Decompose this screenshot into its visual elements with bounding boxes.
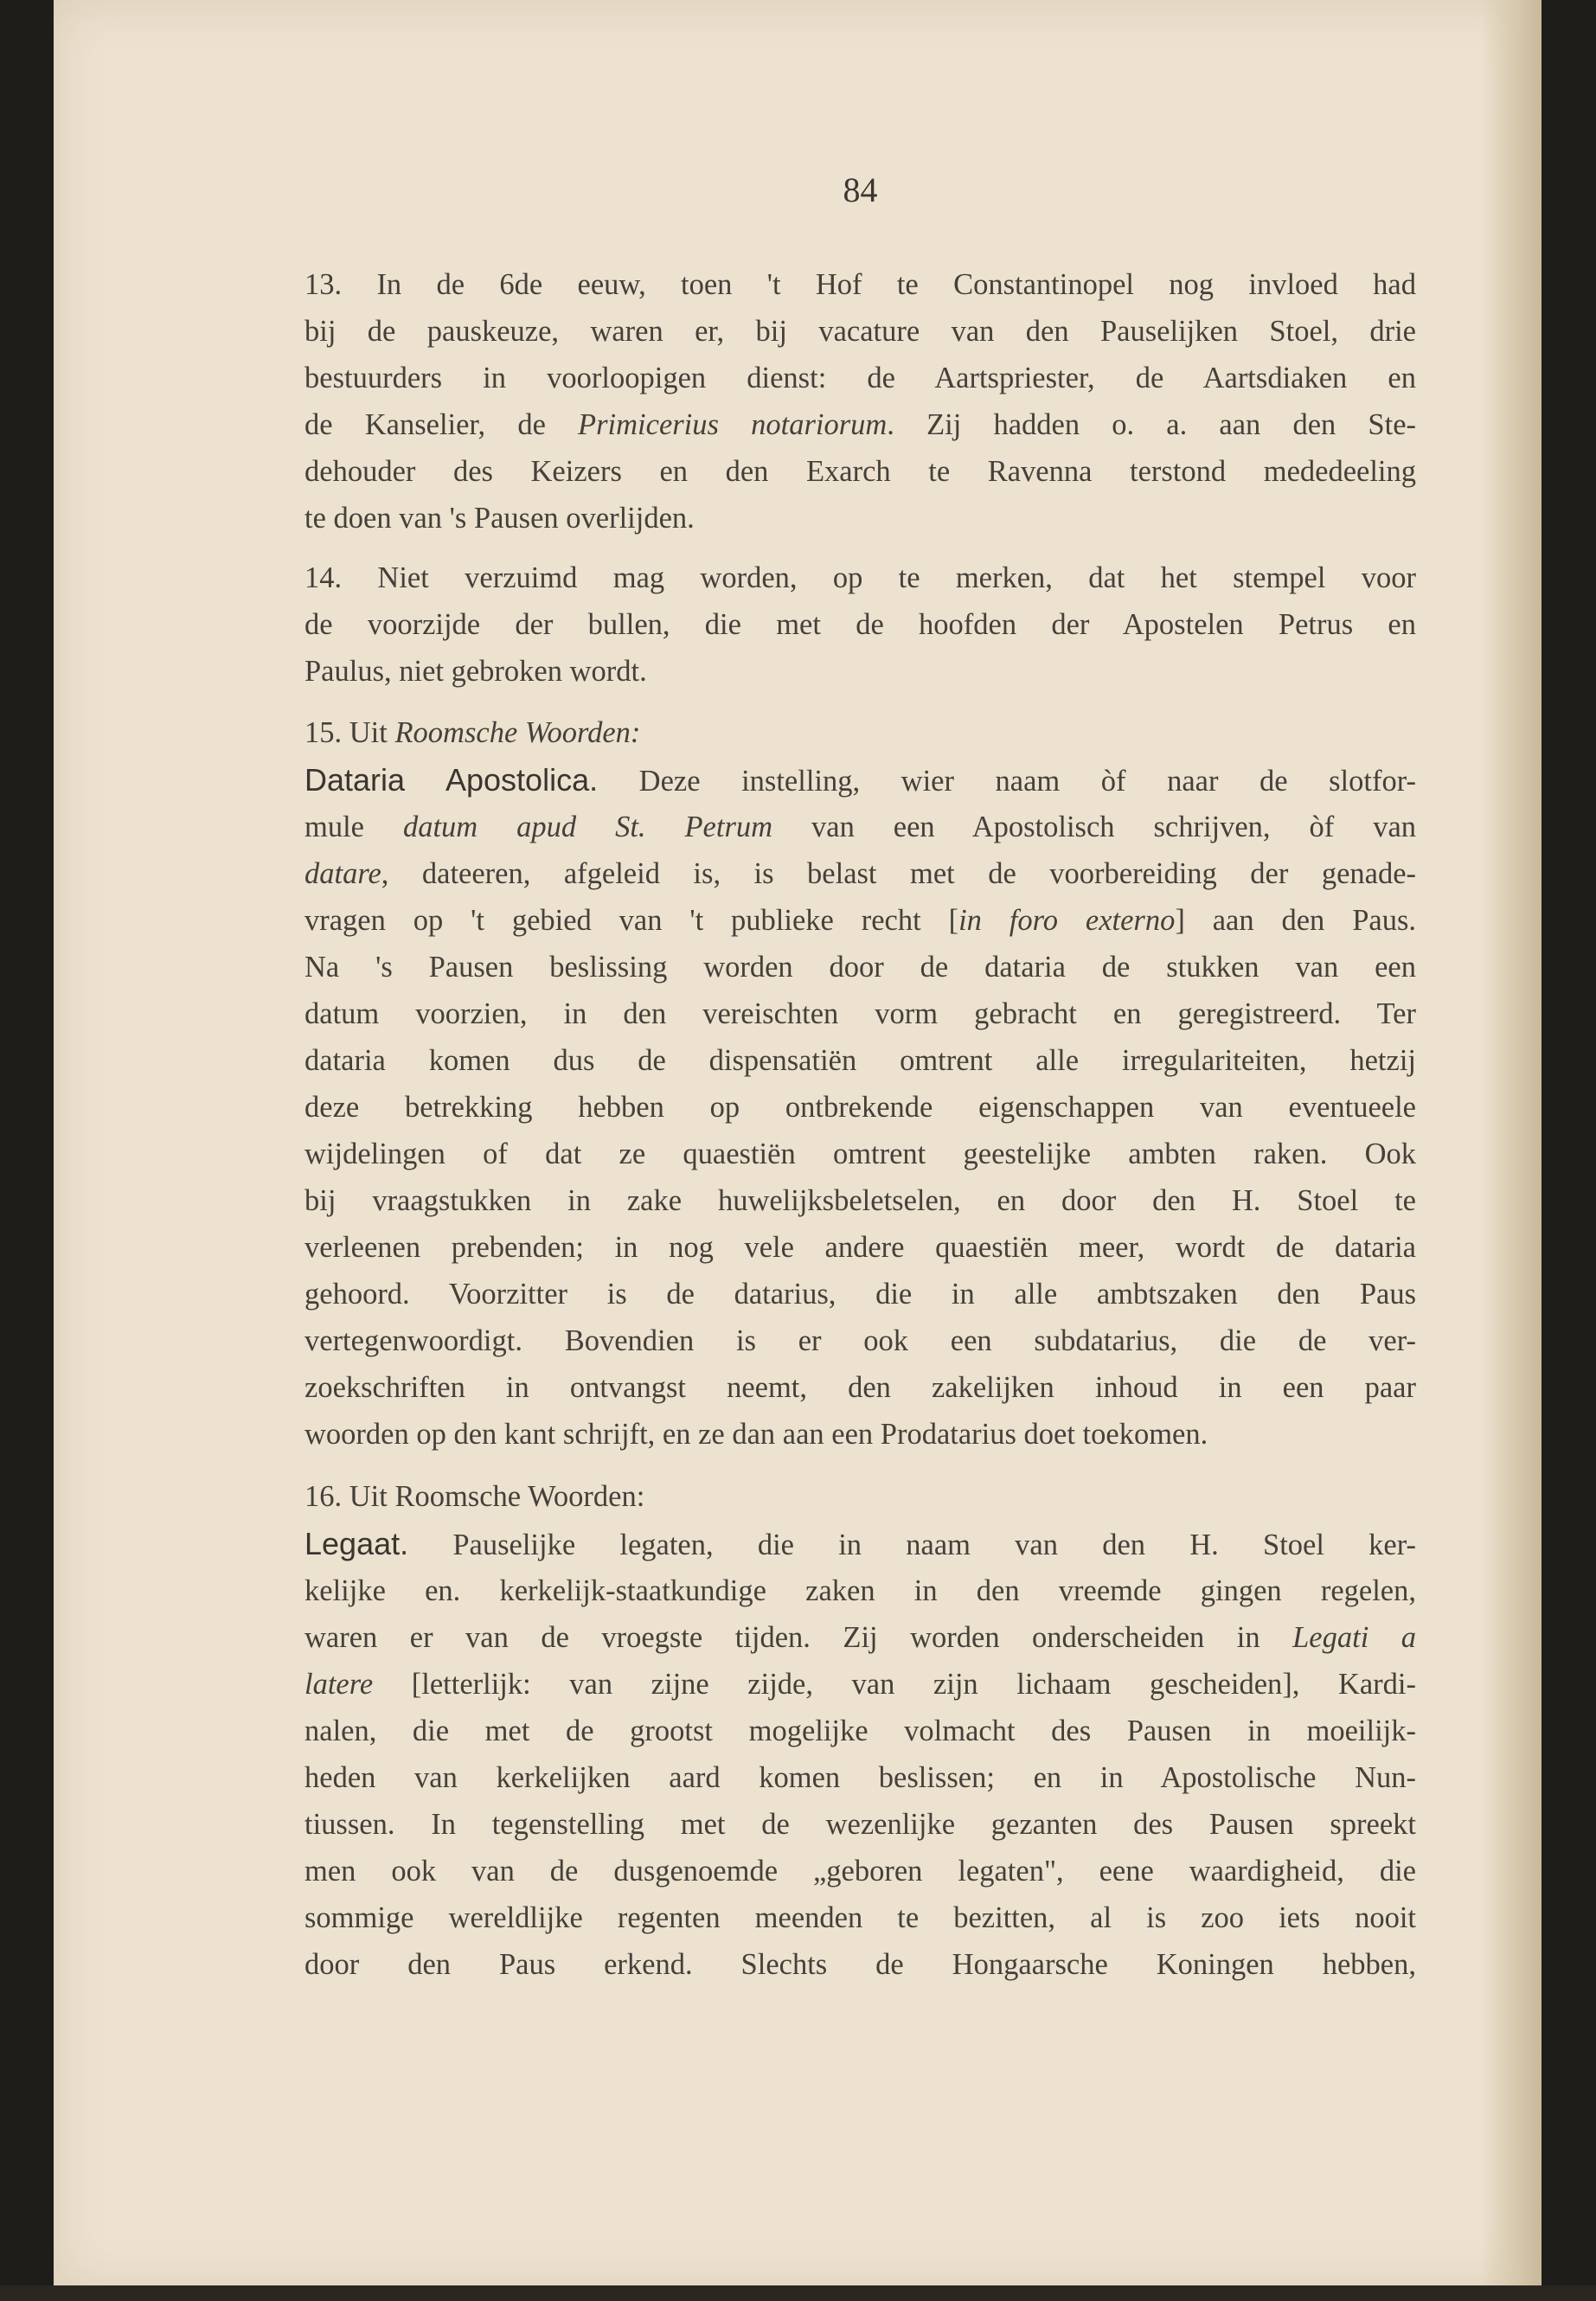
section-13-line: dehouder des Keizers en den Exarch te Ravenna terstond mededeeling: [304, 455, 1416, 488]
section-13-line: 13. In de 6de eeuw, toen 't Hof te Constantinopel nog invloed had: [304, 268, 1416, 301]
section-13-line: de Kanselier, de Primicerius notariorum. Zij hadden o. a. aan den Ste-: [304, 408, 1416, 441]
section-15-line: deze betrekking hebben op ontbrekende eigenschappen van eventueele: [304, 1091, 1416, 1124]
section-15-line: mule datum apud St. Petrum van een Apostolisch schrijven, òf van: [304, 811, 1417, 843]
source-roomsche-woorden: Roomsche Woorden:: [394, 716, 641, 749]
section-16-line: Legaat. Pauselijke legaten, die in naam van den H. Stoel ker-: [304, 1526, 1416, 1561]
section-13-line: te doen van 's Pausen overlijden.: [304, 502, 695, 535]
section-15-line: datum voorzien, in den vereischten vorm gebracht en geregistreerd. Ter: [304, 997, 1416, 1030]
section-15-intro: 15. Uit Roomsche Woorden:: [304, 716, 641, 749]
section-15-line: Na 's Pausen beslissing worden door de dataria de stukken van een: [304, 951, 1416, 984]
section-16-line: nalen, die met de grootst mogelijke volmacht des Pausen in moeilijk-: [304, 1715, 1416, 1747]
section-16-line: sommige wereldlijke regenten meenden te bezitten, al is zoo iets nooit: [304, 1901, 1416, 1934]
heading-dataria-apostolica: Dataria Apostolica.: [304, 762, 599, 798]
section-15-line: vragen op 't gebied van 't publieke recht [in foro externo] aan den Paus.: [304, 904, 1416, 937]
section-15-line: gehoord. Voorzitter is de datarius, die in alle ambtszaken den Paus: [304, 1278, 1416, 1311]
book-page: [54, 0, 1542, 2291]
section-13-line: bij de pauskeuze, waren er, bij vacature van den Pauselijken Stoel, drie: [304, 315, 1416, 348]
section-16-line: waren er van de vroegste tijden. Zij worden onderscheiden in Legati a: [304, 1621, 1417, 1654]
section-15-line: woorden op den kant schrijft, en ze dan aan een Prodatarius doet toekomen.: [304, 1418, 1208, 1451]
section-14-line: Paulus, niet gebroken wordt.: [304, 655, 647, 688]
section-15-line: Dataria Apostolica. Deze instelling, wier naam òf naar de slotfor-: [304, 762, 1416, 798]
term-primicerius: Primicerius notariorum: [578, 408, 888, 441]
section-15-line: zoekschriften in ontvangst neemt, den zakelijken inhoud in een paar: [304, 1371, 1416, 1404]
section-16-line: kelijke en. kerkelijk-staatkundige zaken in den vreemde gingen regelen,: [304, 1574, 1416, 1607]
section-15-line: datare, dateeren, afgeleid is, is belast met de voorbereiding der genade-: [304, 857, 1416, 890]
section-13-line: bestuurders in voorloopigen dienst: de Aartspriester, de Aartsdiaken en: [304, 362, 1416, 394]
scan-bottom-border: [0, 2285, 1596, 2301]
section-15-line: bij vraagstukken in zake huwelijksbeletselen, en door den H. Stoel te: [304, 1184, 1416, 1217]
page-edge-shadow: [1481, 0, 1542, 2291]
page-number: 84: [843, 170, 878, 209]
section-15-line: vertegenwoordigt. Bovendien is er ook een subdatarius, die de ver-: [304, 1324, 1416, 1357]
section-16-line: latere [letterlijk: van zijne zijde, van zijn lichaam gescheiden], Kardi-: [304, 1668, 1416, 1701]
heading-legaat: Legaat.: [304, 1526, 409, 1561]
section-15-line: verleenen prebenden; in nog vele andere quaestiën meer, wordt de dataria: [304, 1231, 1416, 1264]
section-15-line: wijdelingen of dat ze quaestiën omtrent geestelijke ambten raken. Ook: [304, 1138, 1416, 1170]
section-16-line: men ook van de dusgenoemde „geboren legaten", eene waardigheid, die: [304, 1855, 1416, 1888]
section-16-line: tiussen. In tegenstelling met de wezenlijke gezanten des Pausen spreekt: [304, 1808, 1416, 1841]
section-16-intro: 16. Uit Roomsche Woorden:: [304, 1480, 645, 1513]
section-14-line: 14. Niet verzuimd mag worden, op te merken, dat het stempel voor: [304, 561, 1416, 594]
section-16-line: door den Paus erkend. Slechts de Hongaarsche Koningen hebben,: [304, 1948, 1416, 1981]
section-14-line: de voorzijde der bullen, die met de hoofden der Apostelen Petrus en: [304, 608, 1416, 641]
section-16-line: heden van kerkelijken aard komen beslissen; en in Apostolische Nun-: [304, 1761, 1416, 1794]
section-15-line: dataria komen dus de dispensatiën omtrent alle irregulariteiten, hetzij: [304, 1044, 1416, 1077]
